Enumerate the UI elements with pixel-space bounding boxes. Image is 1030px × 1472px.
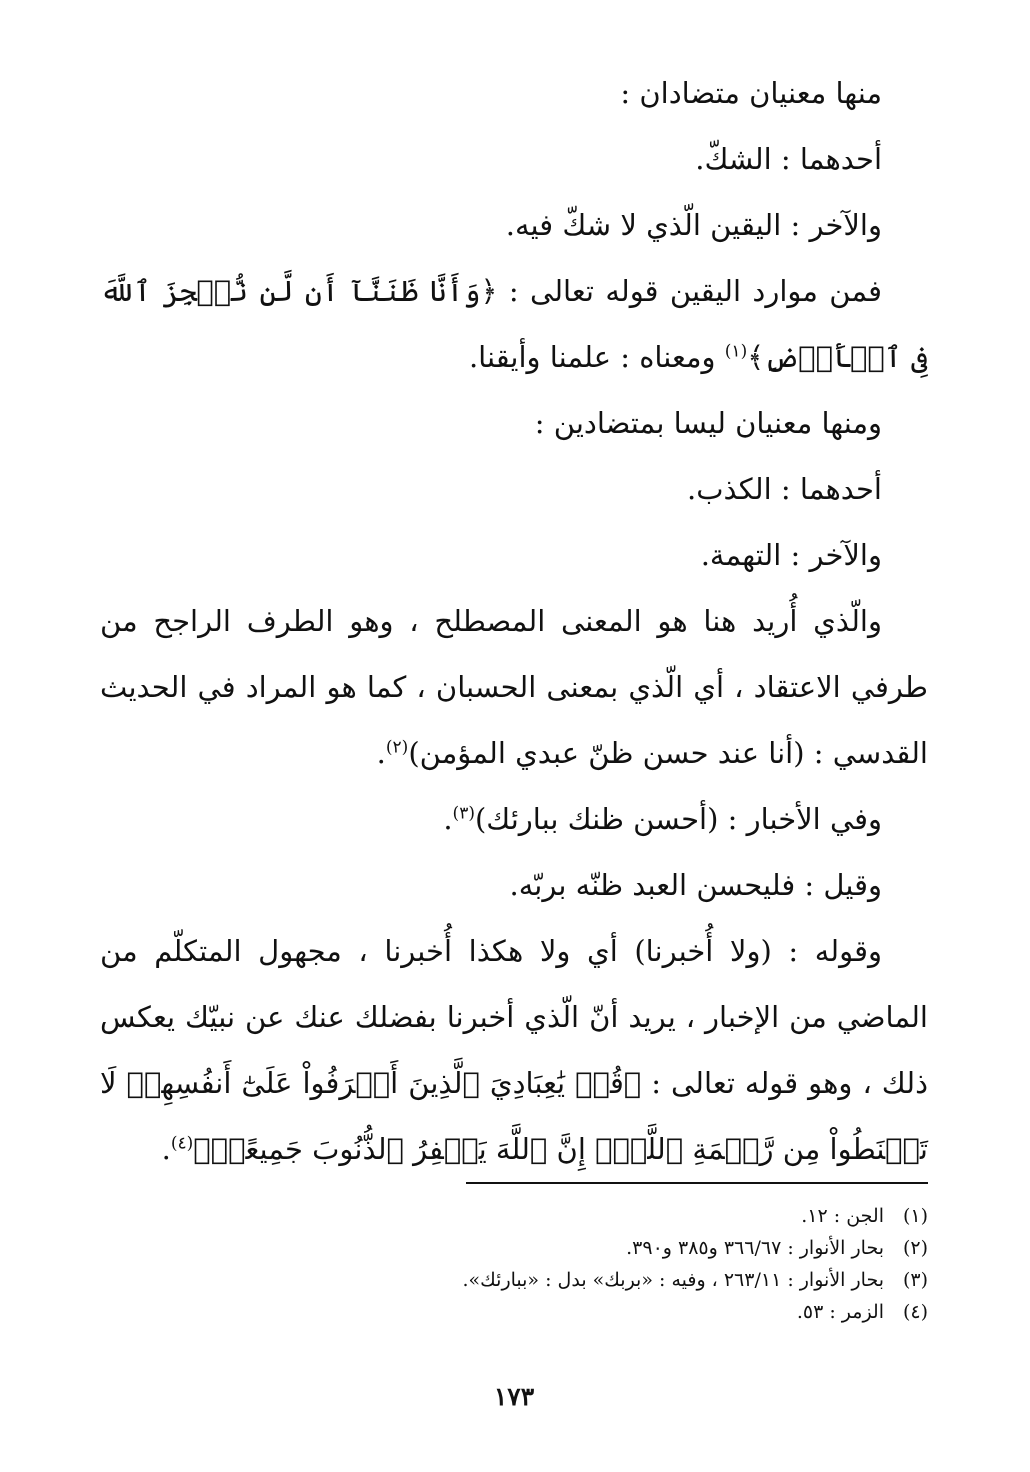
footnote-number: (١) (902, 1205, 928, 1227)
footnote-2 (100, 1232, 928, 1264)
footnote-number: (٢) (902, 1237, 928, 1259)
paragraph-6: أحدهما : الكذب. (687, 472, 882, 506)
paragraph-5: ومنها معنيان ليسا بمتضادين : (534, 406, 882, 440)
footnotes (100, 1200, 928, 1328)
paragraph-4-tail: ومعناه : علمنا وأيقنا. (468, 340, 725, 374)
paragraph-8-tail: . (376, 736, 386, 770)
paragraph-7: والآخر : التهمة. (700, 538, 882, 572)
footnote-ref-1: (١) (724, 341, 748, 362)
paragraph-8-text: والّذي أُريد هنا هو المعنى المصطلح ، وهو الطرف الراجح من طرفي الاعتقاد ، أي الّذي بمعنى الحسبان ، كما هو المراد في الحديث القدسي : (أنا عند حسن ظنّ عبدي المؤمن) (100, 604, 928, 770)
footnote-3 (100, 1264, 928, 1296)
paragraph-11-text: وقوله : (ولا أُخبرنا) أي ولا هكذا أُخبرنا ، مجهول المتكلّم من الماضي من الإخبار ، يريد أنّ الّذي أخبرنا بفضلك عنك عن نبيّك يعكس ذلك ، وهو قوله تعالى : (100, 934, 928, 1100)
paragraph-11-tail: . (161, 1132, 171, 1166)
footnote-number: (٤) (902, 1301, 928, 1323)
quran-verse-1: ﴿وَأَنَّا ظَنَنَّآ أَن لَّن نُّعۡجِزَ ٱللَّهَ فِى ٱلۡأَرۡضِ﴾ (100, 274, 928, 374)
footnote-text: بحار الأنوار : ٣٦٦/٦٧ و٣٨٥ و٣٩٠. (626, 1237, 884, 1259)
paragraph-9-tail: . (443, 802, 453, 836)
footnote-divider (466, 1182, 928, 1184)
footnote-text: بحار الأنوار : ٢٦٣/١١ ، وفيه : «بربك» بدل : «ببارئك». (462, 1269, 884, 1291)
paragraph-2: أحدهما : الشكّ. (695, 142, 882, 176)
footnote-number: (٣) (902, 1269, 928, 1291)
paragraph-9 (100, 786, 928, 852)
footnote-4 (100, 1296, 928, 1328)
paragraph-4-text: فمن موارد اليقين قوله تعالى : (497, 274, 882, 308)
quran-verse-2: ﴿قُلۡ يَٰعِبَادِيَ ٱلَّذِينَ أَسۡرَفُواْ عَلَىٰٓ أَنفُسِهِمۡ لَا تَقۡنَطُواْ مِن رَّحۡمَةِ ٱللَّهِۚ إِنَّ ٱللَّهَ يَغۡفِرُ ٱلذُّنُوبَ جَمِيعًاۚ﴾ (100, 1066, 928, 1166)
paragraph-11 (100, 918, 928, 1182)
footnote-ref-3: (٣) (452, 803, 475, 824)
book-page (100, 60, 928, 1440)
paragraph-8 (100, 588, 928, 786)
page-number: ١٧٣ (493, 1382, 535, 1411)
footnote-ref-2: (٢) (385, 737, 409, 758)
paragraph-9-text: وفي الأخبار : (أحسن ظنك ببارئك) (474, 802, 882, 836)
footnote-ref-4: (٤) (170, 1133, 194, 1154)
footnote-text: الزمر : ٥٣. (796, 1301, 884, 1323)
footnote-text: الجن : ١٢. (801, 1205, 884, 1227)
paragraph-3: والآخر : اليقين الّذي لا شكّ فيه. (505, 208, 882, 242)
paragraph-4 (100, 258, 928, 390)
footnote-1 (100, 1200, 928, 1232)
paragraph-1: منها معنيان متضادان : (620, 76, 882, 110)
paragraph-10: وقيل : فليحسن العبد ظنّه بربّه. (509, 868, 882, 902)
main-text (100, 60, 928, 1182)
